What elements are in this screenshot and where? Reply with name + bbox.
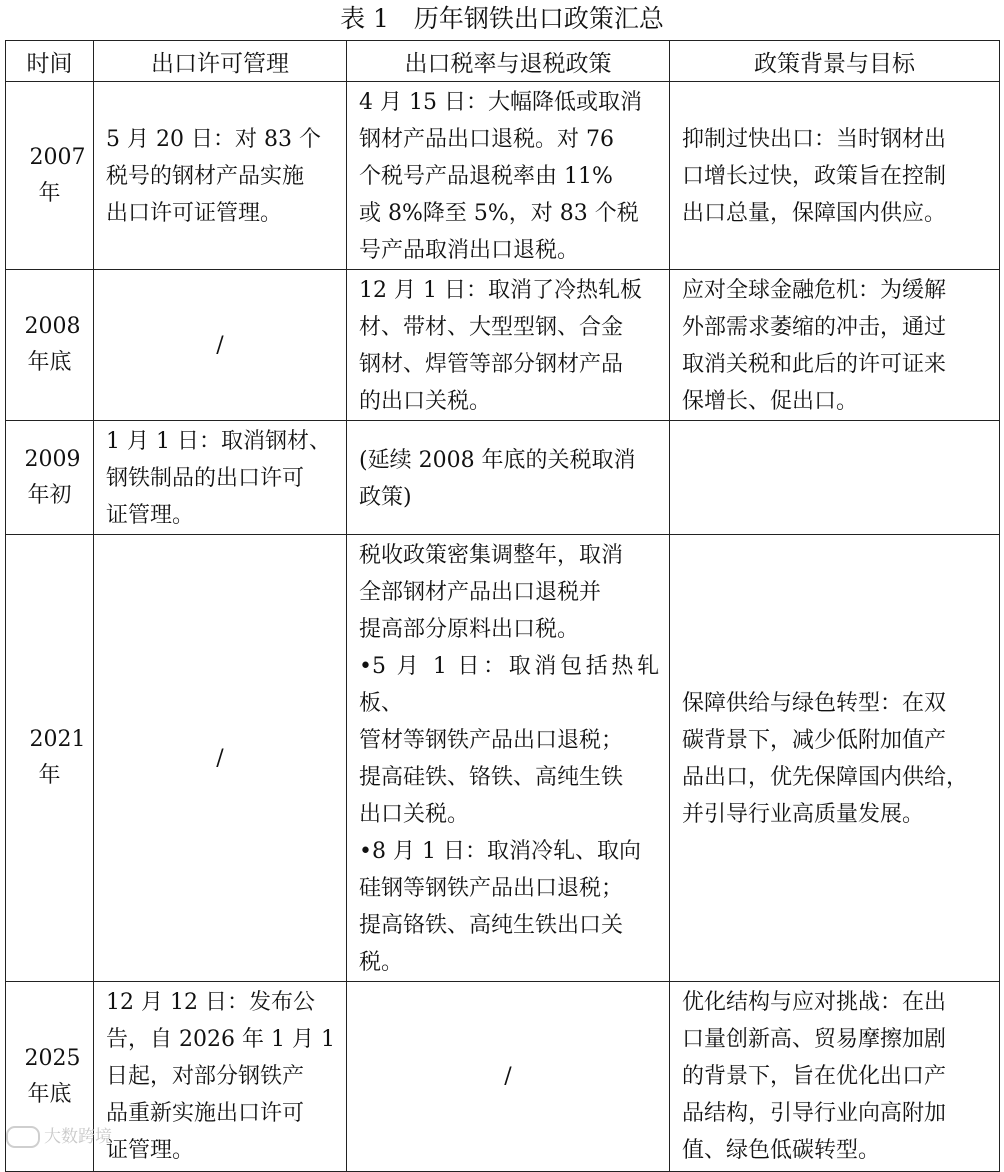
- table-row: [6, 421, 1000, 535]
- watermark-logo-icon: [6, 1126, 40, 1148]
- time-cell: 2025 年底: [6, 982, 94, 1172]
- license-cell: 1 月 1 日：取消钢材、 钢铁制品的出口许可 证管理。: [94, 421, 347, 535]
- background-cell: 应对全球金融危机：为缓解 外部需求萎缩的冲击，通过 取消关税和此后的许可证来 保增长、促出口。: [670, 270, 1000, 421]
- tax-cell: 4 月 15 日：大幅降低或取消 钢材产品出口退税。对 76 个税号产品退税率由 11% 或 8%降至 5%，对 83 个税 号产品取消出口退税。: [347, 82, 670, 270]
- watermark: [6, 1124, 112, 1150]
- table-row: [6, 982, 1000, 1172]
- policy-table: [5, 40, 1000, 1172]
- tax-cell: 税收政策密集调整年，取消 全部钢材产品出口退税并 提高部分原料出口税。 •5 月 1 日：取消包括热轧板、 管材等钢铁产品出口退税； 提高硅铁、铬铁、高纯生铁 出口关税。 •8 月 1 日：取消冷轧、取向 硅钢等钢铁产品出口退税； 提高铬铁、高纯生铁出口关 税。: [347, 535, 670, 982]
- license-cell: /: [94, 270, 347, 421]
- time-cell: 2009 年初: [6, 421, 94, 535]
- license-cell: 12 月 12 日：发布公 告，自 2026 年 1 月 1 日起，对部分钢铁产 品重新实施出口许可 证管理。: [94, 982, 347, 1172]
- time-cell: 2007 年: [6, 82, 94, 270]
- background-cell: 保障供给与绿色转型：在双 碳背景下，减少低附加值产 品出口，优先保障国内供给， 并引导行业高质量发展。: [670, 535, 1000, 982]
- header-tax: 出口税率与退税政策: [347, 41, 670, 82]
- tax-cell: (延续 2008 年底的关税取消 政策): [347, 421, 670, 535]
- table-row: [6, 535, 1000, 982]
- tax-cell: 12 月 1 日：取消了冷热轧板 材、带材、大型型钢、合金 钢材、焊管等部分钢材产品 的出口关税。: [347, 270, 670, 421]
- background-cell: [670, 421, 1000, 535]
- license-cell: /: [94, 535, 347, 982]
- time-cell: 2021 年: [6, 535, 94, 982]
- table-title: 表 1 历年钢铁出口政策汇总: [340, 4, 664, 33]
- background-cell: 抑制过快出口：当时钢材出 口增长过快，政策旨在控制 出口总量，保障国内供应。: [670, 82, 1000, 270]
- tax-cell: /: [347, 982, 670, 1172]
- header-license: 出口许可管理: [94, 41, 347, 82]
- license-cell: 5 月 20 日：对 83 个 税号的钢材产品实施 出口许可证管理。: [94, 82, 347, 270]
- header-row: [6, 41, 1000, 82]
- table-row: [6, 82, 1000, 270]
- time-cell: 2008 年底: [6, 270, 94, 421]
- table-row: [6, 270, 1000, 421]
- background-cell: 优化结构与应对挑战：在出 口量创新高、贸易摩擦加剧 的背景下，旨在优化出口产 品结构，引导行业向高附加 值、绿色低碳转型。: [670, 982, 1000, 1172]
- header-background: 政策背景与目标: [670, 41, 1000, 82]
- header-time: 时间: [6, 41, 94, 82]
- watermark-text: 大数跨境: [44, 1127, 112, 1147]
